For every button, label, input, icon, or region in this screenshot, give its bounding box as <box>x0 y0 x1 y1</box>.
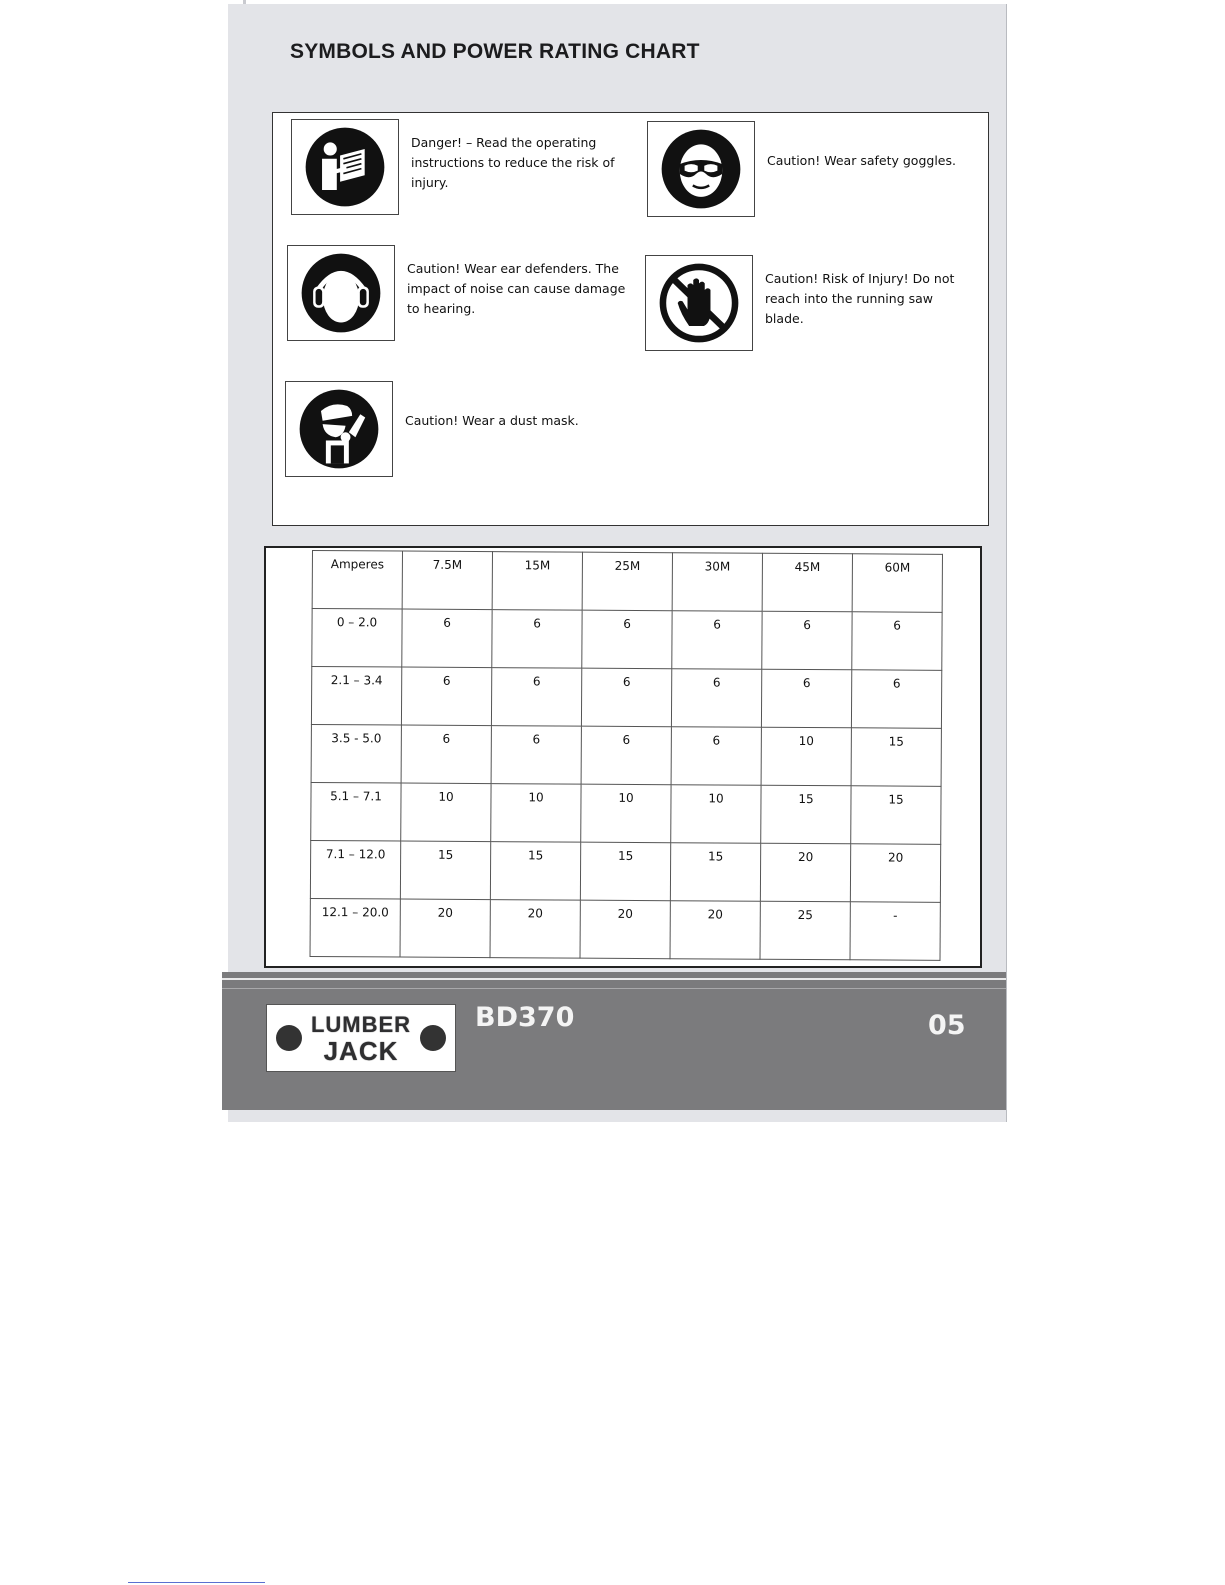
logo-line2: JACK <box>323 1036 399 1066</box>
table-header-cell: 30M <box>672 553 762 612</box>
symbol-text: Caution! Wear safety goggles. <box>767 153 956 168</box>
table-cell: 6 <box>492 610 582 669</box>
page-number: 05 <box>928 1010 966 1041</box>
symbol-text: Caution! Risk of Injury! Do not reach into the running saw blade. <box>765 271 955 326</box>
table-cell: 6 <box>671 669 761 728</box>
symbol-safety-goggles <box>647 121 987 217</box>
table-cell: 20 <box>490 900 580 959</box>
amperes-cell: 3.5 - 5.0 <box>311 724 401 783</box>
amperes-cell: 2.1 – 3.4 <box>311 667 401 726</box>
table-cell: 15 <box>851 786 941 845</box>
symbol-no-hand <box>645 255 955 351</box>
table-cell: 15 <box>490 842 580 901</box>
table-cell: 20 <box>670 901 760 960</box>
table-cell: 15 <box>761 785 851 844</box>
table-row <box>312 609 942 671</box>
safety-goggles-icon <box>647 121 755 217</box>
table-cell: 20 <box>760 843 850 902</box>
symbol-text: Caution! Wear ear defenders. The impact of noise can cause damage to hearing. <box>407 261 626 316</box>
footer-divider <box>222 988 1006 989</box>
table-row <box>310 840 940 902</box>
symbol-dust-mask <box>285 381 625 477</box>
scan-artifact-line <box>128 1582 265 1583</box>
table-row <box>311 667 941 729</box>
page-title: SYMBOLS AND POWER RATING CHART <box>290 40 700 63</box>
ear-defenders-icon <box>287 245 395 341</box>
symbol-read-manual <box>291 119 631 215</box>
table-cell: 6 <box>582 610 672 669</box>
table-cell: 15 <box>851 728 941 787</box>
table-cell: 20 <box>850 844 940 903</box>
page-footer <box>222 972 1006 1110</box>
table-cell: 15 <box>400 841 490 900</box>
manual-page <box>228 4 1007 1122</box>
table-cell: 6 <box>491 668 581 727</box>
table-cell: 6 <box>762 611 852 670</box>
amperes-cell: 5.1 – 7.1 <box>311 782 401 841</box>
table-header-cell: 7.5M <box>402 551 492 610</box>
read-manual-icon <box>291 119 399 215</box>
symbol-text: Caution! Wear a dust mask. <box>405 413 579 428</box>
table-row <box>311 724 941 786</box>
model-number: BD370 <box>475 1002 575 1033</box>
table-cell: 6 <box>401 725 491 784</box>
lumberjack-logo <box>266 1004 456 1072</box>
table-cell: 6 <box>491 726 581 785</box>
table-cell: 6 <box>851 670 941 729</box>
dust-mask-icon <box>285 381 393 477</box>
power-rating-table <box>310 550 943 961</box>
power-rating-chart <box>264 546 982 968</box>
table-cell: 10 <box>581 784 671 843</box>
no-hand-icon <box>645 255 753 351</box>
table-cell: 15 <box>670 843 760 902</box>
table-cell: 20 <box>580 900 670 959</box>
footer-divider <box>222 978 1006 980</box>
symbols-panel <box>272 112 989 526</box>
symbol-text: Danger! – Read the operating instructions to reduce the risk of injury. <box>411 135 615 190</box>
table-cell: 6 <box>672 611 762 670</box>
table-cell: 6 <box>581 668 671 727</box>
table-cell: 10 <box>491 784 581 843</box>
amperes-cell: 7.1 – 12.0 <box>310 840 400 899</box>
table-cell: 10 <box>671 785 761 844</box>
symbol-ear-defenders <box>287 245 627 341</box>
table-cell: 6 <box>581 726 671 785</box>
table-cell: 6 <box>402 609 492 668</box>
table-header-cell: 45M <box>762 553 852 612</box>
table-cell: 10 <box>401 783 491 842</box>
table-cell: 6 <box>761 669 851 728</box>
amperes-cell: 0 – 2.0 <box>312 609 402 668</box>
table-cell: 6 <box>401 667 491 726</box>
table-cell: 10 <box>761 727 851 786</box>
table-row <box>311 782 941 844</box>
table-cell: - <box>850 902 940 961</box>
table-cell: 25 <box>760 901 850 960</box>
amperes-cell: 12.1 – 20.0 <box>310 898 400 957</box>
table-cell: 6 <box>852 612 942 671</box>
table-cell: 6 <box>671 727 761 786</box>
table-header-cell: 25M <box>582 552 672 611</box>
table-header-row <box>312 551 942 613</box>
table-cell: 15 <box>580 842 670 901</box>
table-header-cell: 60M <box>852 554 942 613</box>
logo-line1: LUMBER <box>310 1012 412 1037</box>
table-cell: 20 <box>400 899 490 958</box>
table-row <box>310 898 940 960</box>
table-header-cell: 15M <box>492 552 582 611</box>
table-header-cell: Amperes <box>312 551 402 610</box>
